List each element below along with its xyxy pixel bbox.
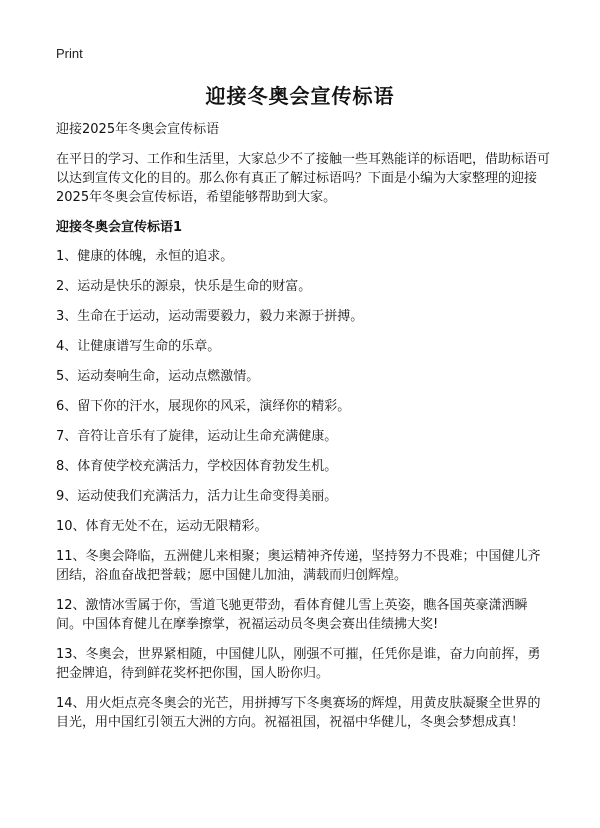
document-body <box>56 120 550 743</box>
list-item: 8、体育使学校充满活力，学校因体育勃发生机。 <box>56 459 338 474</box>
list-item: 9、运动使我们充满活力，活力让生命变得美丽。 <box>56 489 338 504</box>
section-heading: 迎接冬奥会宣传标语1 <box>56 220 183 235</box>
list-item: 1、健康的体魄，永恒的追求。 <box>56 249 234 264</box>
document-subtitle: 迎接2025年冬奥会宣传标语 <box>56 122 220 137</box>
list-item: 13、冬奥会，世界紧相随，中国健儿队，刚强不可摧，任凭你是谁，奋力向前挥，勇把金牌追，待到鲜花奖杯把你围，国人盼你归。 <box>56 647 541 681</box>
list-item: 12、激情冰雪属于你，雪道飞驰更带劲，看体育健儿雪上英姿，瞧各国英豪潇洒瞬间。中国体育健儿在摩拳擦掌，祝福运动员冬奥会赛出佳绩拂大奖! <box>56 598 528 632</box>
list-item: 6、留下你的汗水，展现你的风采，演绎你的精彩。 <box>56 399 351 414</box>
list-item: 7、音符让音乐有了旋律，运动让生命充满健康。 <box>56 429 338 444</box>
list-item: 4、让健康谱写生命的乐章。 <box>56 339 221 354</box>
list-item: 3、生命在于运动，运动需要毅力，毅力来源于拼搏。 <box>56 309 364 324</box>
intro-paragraph: 在平日的学习、工作和生活里，大家总少不了接触一些耳熟能详的标语吧，借助标语可以达到宣传文化的目的。那么你有真正了解过标语吗？下面是小编为大家整理的迎接2025年冬奥会宣传标语，希望能够帮助到大家。 <box>56 152 551 205</box>
page-title: 迎接冬奥会宣传标语 <box>205 84 395 108</box>
list-item: 11、冬奥会降临，五洲健儿来相聚；奥运精神齐传递，坚持努力不畏难；中国健儿齐团结，浴血奋战把誉载；愿中国健儿加油，满载而归创辉煌。 <box>56 549 541 583</box>
print-label: Print <box>56 46 83 61</box>
list-item: 2、运动是快乐的源泉，快乐是生命的财富。 <box>56 279 312 294</box>
list-item: 10、体育无处不在，运动无限精彩。 <box>56 519 268 534</box>
list-item: 5、运动奏响生命，运动点燃激情。 <box>56 369 260 384</box>
list-item: 14、用火炬点亮冬奥会的光芒，用拼搏写下冬奥赛场的辉煌，用黄皮肤凝聚全世界的目光，用中国红引领五大洲的方向。祝福祖国，祝福中华健儿，冬奥会梦想成真！ <box>56 696 541 730</box>
